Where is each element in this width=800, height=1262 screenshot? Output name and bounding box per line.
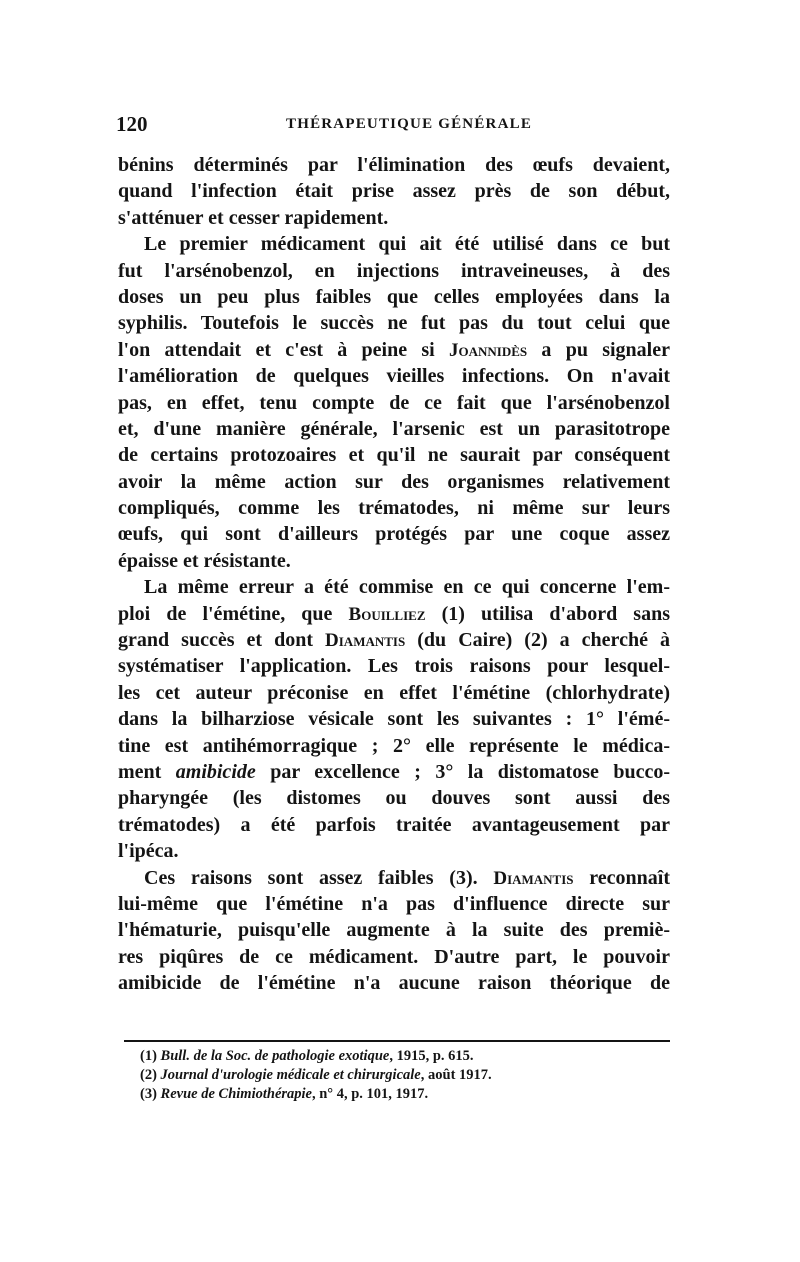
text-segment: l'on attendait et c'est à peine si: [118, 338, 450, 361]
footnote-reference: , n° 4, p. 101, 1917.: [311, 1086, 429, 1102]
page-number: 120: [116, 112, 148, 136]
text-line: fut l'arsénobenzol, en injections intraveineuses, à des: [118, 259, 670, 282]
text-line: les cet auteur préconise en effet l'émétine (chlorhydrate): [118, 681, 670, 704]
footnote: [140, 1047, 670, 1066]
text-line: de certains protozoaires et qu'il ne saurait par conséquent: [118, 444, 670, 467]
footnote-source: Revue de Chimiothérapie: [160, 1086, 312, 1102]
text-segment: (du Caire) (2) a cherché à: [405, 629, 670, 652]
text-line: s'atténuer et cesser rapidement.: [118, 206, 389, 229]
text-line: avoir la même action sur des organismes relativement: [118, 470, 670, 493]
text-line: l'hématurie, puisqu'elle augmente à la suite des premiè-: [118, 919, 670, 942]
text-line: [118, 601, 670, 627]
author-name: Diamantis: [493, 867, 574, 889]
author-name: Joannidès: [449, 339, 528, 361]
body-text: [118, 152, 670, 997]
footnote-number: (2): [140, 1067, 161, 1083]
text-line: œufs, qui sont d'ailleurs protégés par une coque assez: [118, 523, 670, 546]
text-segment: (1) utilisa d'abord sans: [425, 602, 670, 625]
text-line: [118, 759, 670, 785]
text-line: lui-même que l'émétine n'a pas d'influence directe sur: [118, 892, 670, 915]
text-line: et, d'une manière générale, l'arsenic est un parasitotrope: [118, 417, 670, 440]
text-line: pharyngée (les distomes ou douves sont aussi des: [118, 787, 670, 810]
running-title: THÉRAPEUTIQUE GÉNÉRALE: [286, 116, 533, 132]
text-line: amibicide de l'émétine n'a aucune raison théorique de: [118, 972, 670, 995]
italic-term: amibicide: [175, 760, 256, 783]
footnote-source: Bull. de la Soc. de pathologie exotique: [160, 1048, 390, 1064]
text-segment: reconnaît: [573, 866, 670, 889]
text-line: pas, en effet, tenu compte de ce fait que l'arsénobenzol: [118, 391, 670, 414]
footnote: [140, 1085, 670, 1104]
text-line: [118, 627, 670, 653]
text-line: La même erreur a été commise en ce qui concerne l'em-: [144, 576, 670, 599]
text-line: res piqûres de ce médicament. D'autre part, le pouvoir: [118, 945, 670, 968]
text-line: bénins déterminés par l'élimination des œufs devaient,: [118, 154, 670, 176]
text-segment: a pu signaler: [527, 338, 670, 361]
text-line: tine est antihémorragique ; 2° elle représente le médica-: [118, 734, 670, 757]
text-line: l'ipéca.: [118, 840, 179, 863]
text-line: syphilis. Toutefois le succès ne fut pas du tout celui que: [118, 312, 670, 335]
text-line: quand l'infection était prise assez près de son début,: [118, 180, 670, 203]
text-segment: ment: [118, 760, 176, 783]
text-segment: Ces raisons sont assez faibles (3).: [144, 866, 494, 889]
text-line: systématiser l'application. Les trois raisons pour lesquel-: [118, 655, 670, 678]
text-line: [118, 337, 670, 363]
text-line: l'amélioration de quelques vieilles infections. On n'avait: [118, 365, 670, 388]
text-line: compliqués, comme les trématodes, ni même sur leurs: [118, 497, 670, 520]
text-segment: grand succès et dont: [118, 629, 326, 652]
footnotes: [140, 1047, 670, 1104]
author-name: Diamantis: [325, 630, 406, 652]
footnote-reference: , 1915, p. 615.: [389, 1048, 474, 1064]
footnote-divider: [124, 1040, 670, 1042]
text-line: doses un peu plus faibles que celles employées dans la: [118, 285, 670, 308]
text-line: [118, 865, 670, 891]
footnote-number: (3): [140, 1086, 161, 1102]
footnote-source: Journal d'urologie médicale et chirurgicale: [160, 1067, 421, 1083]
text-line: épaisse et résistante.: [118, 549, 291, 572]
author-name: Bouilliez: [348, 603, 426, 625]
text-line: trématodes) a été parfois traitée avantageusement par: [118, 813, 670, 836]
text-segment: par excellence ; 3° la distomatose bucco-: [255, 760, 670, 783]
text-line: dans la bilharziose vésicale sont les suivantes : 1° l'émé-: [118, 708, 670, 731]
footnote-number: (1): [140, 1048, 161, 1064]
footnote: [140, 1066, 670, 1085]
footnote-reference: , août 1917.: [420, 1067, 492, 1083]
text-line: Le premier médicament qui ait été utilisé dans ce but: [144, 233, 670, 256]
text-segment: ploi de l'émétine, que: [118, 602, 349, 625]
